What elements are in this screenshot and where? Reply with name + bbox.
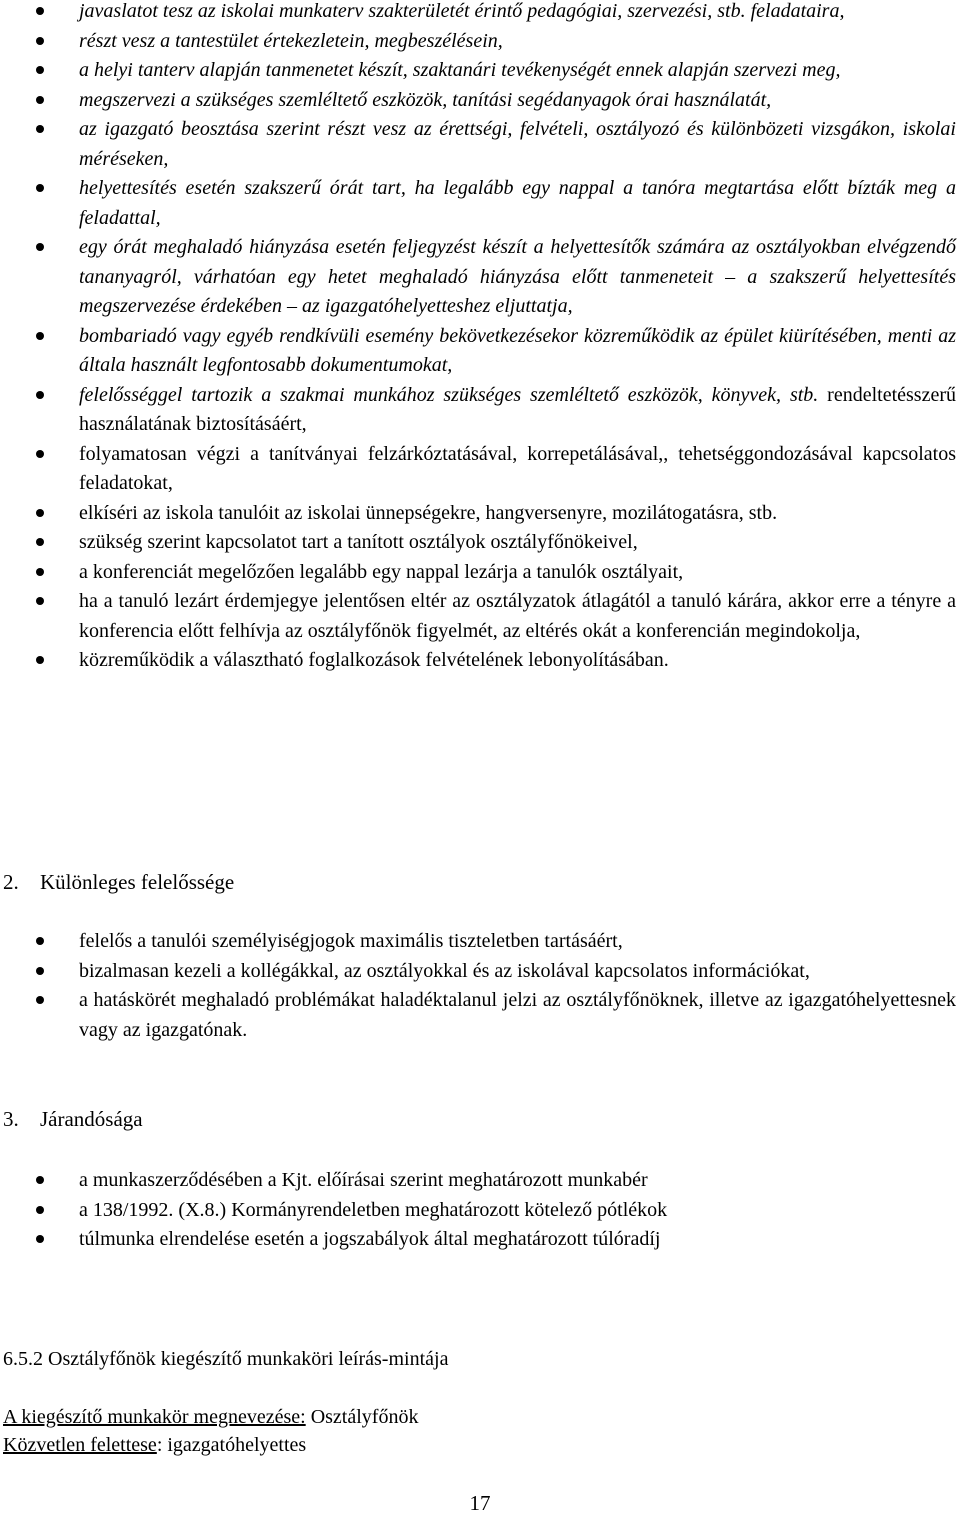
list-item-text: közreműködik a választható foglalkozások felvételének lebonyolításában. <box>79 649 669 671</box>
list-item-text: szükség szerint kapcsolatot tart a tanított osztályok osztályfőnökeivel, <box>79 531 638 553</box>
list-item <box>0 499 960 529</box>
list-item-text: az igazgató beosztása szerint részt vesz az érettségi, felvételi, osztályozó és különbözeti vizsgákon, iskolai méréseken, <box>79 118 956 170</box>
list-item-text: a 138/1992. (X.8.) Kormányrendeletben meghatározott kötelező pótlékok <box>79 1198 668 1221</box>
list-item-text: helyettesítés esetén szakszerű órát tart, ha legalább egy nappal a tanóra megtartása előtt bízták meg a feladattal, <box>79 177 956 229</box>
list-item <box>0 86 960 116</box>
list-item <box>0 56 960 86</box>
bullet-icon <box>36 996 44 1004</box>
duties-list <box>0 0 960 676</box>
list-item <box>0 233 960 322</box>
bullet-icon <box>36 37 44 45</box>
bullet-icon <box>36 450 44 458</box>
list-item <box>0 322 960 381</box>
bullet-icon <box>36 96 44 104</box>
list-item-text: elkíséri az iskola tanulóit az iskolai ünnepségekre, hangversenyre, mozilátogatásra, stb. <box>79 501 778 524</box>
supervisor-label: Közvetlen felettese <box>3 1434 157 1456</box>
supervisor-value: : igazgatóhelyettes <box>156 1434 307 1456</box>
role-line <box>3 1403 418 1433</box>
role-value: Osztályfőnök <box>305 1406 419 1428</box>
list-item <box>0 381 960 440</box>
list-item <box>0 440 960 499</box>
list-item-text: bombariadó vagy egyéb rendkívüli esemény bekövetkezésekor közreműködik az épület kiürítésében, menti az általa használt legfontosabb dokumentumokat, <box>79 324 956 376</box>
page-number: 17 <box>469 1491 491 1515</box>
list-item <box>0 1225 960 1255</box>
list-item-text: egy órát meghaladó hiányzása esetén feljegyzést készít a helyettesítők számára az osztályokban elvégzendő tananyagról, várhatóan egy hetet meghaladó hiányzása előtt tanmeneteit – a szakszerű helyettesítés megszervezése érdekében – az igazgatóhelyetteshez eljuttatja, <box>79 236 956 317</box>
list-item-text: a hatáskörét meghaladó problémákat haladéktalanul jelzi az osztályfőnöknek, illetve az igazgatóhelyettesnek vagy az igazgatónak. <box>79 989 956 1041</box>
role-label: A kiegészítő munkakör megnevezése: <box>3 1406 306 1428</box>
list-item-text: ha a tanuló lezárt érdemjegye jelentősen eltér az osztályzatok átlagától a tanuló kárára, akkor erre a tényre a konferencia előtt felhívja az osztályfőnök figyelmét, az eltérés okát a konferencián megindokolja, <box>79 590 956 642</box>
bullet-icon <box>36 967 44 975</box>
bullet-icon <box>36 656 44 664</box>
bullet-icon <box>36 7 44 15</box>
bullet-icon <box>36 66 44 74</box>
list-item-text: a konferenciát megelőzően legalább egy nappal lezárja a tanulók osztályait, <box>79 560 684 583</box>
list-item <box>0 174 960 233</box>
bullet-icon <box>36 184 44 192</box>
bullet-icon <box>36 509 44 517</box>
supervisor-line <box>3 1431 306 1461</box>
bullet-icon <box>36 568 44 576</box>
list-item-text: a munkaszerződésében a Kjt. előírásai szerint meghatározott munkabér <box>79 1169 648 1191</box>
list-item <box>0 927 960 957</box>
bullet-icon <box>36 125 44 133</box>
section-3-heading <box>3 1105 143 1135</box>
section-3-number: 3. <box>3 1107 19 1131</box>
list-item <box>0 528 960 558</box>
list-item-text: részt vesz a tantestület értekezletein, megbeszélésein, <box>79 29 503 52</box>
bullet-icon <box>36 1206 44 1214</box>
entitlements-list <box>0 1166 960 1255</box>
list-item <box>0 646 960 676</box>
list-item <box>0 27 960 57</box>
list-item <box>0 986 960 1045</box>
list-item-text: rendeltetésszerű használatának biztosításáért, <box>79 383 956 435</box>
bullet-icon <box>36 332 44 340</box>
bullet-icon <box>36 1235 44 1243</box>
bullet-icon <box>36 243 44 251</box>
section-2-number: 2. <box>3 870 19 894</box>
responsibility-list <box>0 927 960 1045</box>
bullet-icon <box>36 1176 44 1184</box>
section-2-title: Különleges felelőssége <box>40 870 235 894</box>
list-item-text: felelősséggel tartozik a szakmai munkához szükséges szemléltető eszközök, könyvek, stb. <box>79 383 828 406</box>
list-item <box>0 115 960 174</box>
list-item-text: bizalmasan kezeli a kollégákkal, az osztályokkal és az iskolával kapcsolatos információkat, <box>79 959 810 982</box>
list-item <box>0 587 960 646</box>
list-item-text: a helyi tanterv alapján tanmenetet készít, szaktanári tevékenységét ennek alapján szervezi meg, <box>79 59 841 81</box>
list-item-text: túlmunka elrendelése esetén a jogszabályok által meghatározott túlóradíj <box>79 1228 661 1250</box>
bullet-icon <box>36 538 44 546</box>
bullet-icon <box>36 597 44 605</box>
section-3-title: Járandósága <box>40 1107 143 1131</box>
list-item-text: folyamatosan végzi a tanítványai felzárkóztatásával, korrepetálásával,, tehetséggondozásával kapcsolatos feladatokat, <box>79 442 956 494</box>
list-item <box>0 558 960 588</box>
subheading: 6.5.2 Osztályfőnök kiegészítő munkaköri leírás-mintája <box>3 1348 449 1370</box>
list-item <box>0 957 960 987</box>
list-item-text: javaslatot tesz az iskolai munkaterv szakterületét érintő pedagógiai, szervezési, stb. feladataira, <box>79 0 845 22</box>
list-item-text: felelős a tanulói személyiségjogok maximális tiszteletben tartásáért, <box>79 930 623 952</box>
bullet-icon <box>36 937 44 945</box>
section-2-heading <box>3 868 234 898</box>
list-item <box>0 1196 960 1226</box>
list-item <box>0 1166 960 1196</box>
list-item-text: megszervezi a szükséges szemléltető eszközök, tanítási segédanyagok órai használatát, <box>79 88 772 111</box>
list-item <box>0 0 960 27</box>
bullet-icon <box>36 391 44 399</box>
